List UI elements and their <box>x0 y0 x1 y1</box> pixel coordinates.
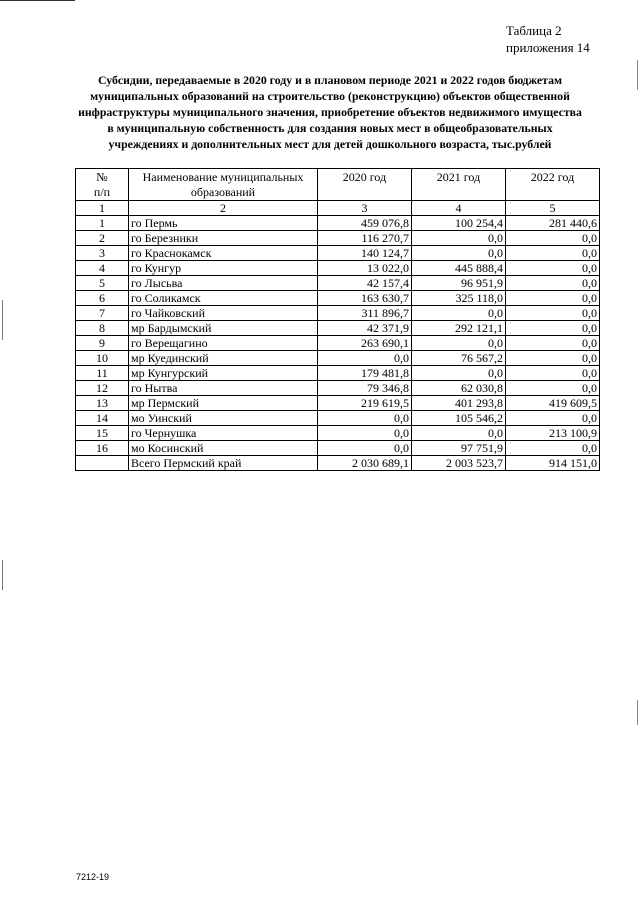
value-2020: 116 270,7 <box>318 231 412 246</box>
value-2020: 263 690,1 <box>318 336 412 351</box>
table-row <box>76 216 600 231</box>
table-row <box>76 336 600 351</box>
table-row <box>76 366 600 381</box>
row-number: 16 <box>76 441 129 456</box>
value-2022: 0,0 <box>506 381 600 396</box>
value-2020: 219 619,5 <box>318 396 412 411</box>
value-2021: 97 751,9 <box>412 441 506 456</box>
row-number: 13 <box>76 396 129 411</box>
value-2020: 179 481,8 <box>318 366 412 381</box>
value-2020: 311 896,7 <box>318 306 412 321</box>
table-row <box>76 396 600 411</box>
value-2021: 0,0 <box>412 426 506 441</box>
value-2021: 0,0 <box>412 231 506 246</box>
header-year-2021: 2021 год <box>412 169 506 201</box>
row-number: 3 <box>76 246 129 261</box>
header-year-2022: 2022 год <box>506 169 600 201</box>
municipality-name: го Кунгур <box>129 261 318 276</box>
value-2020: 0,0 <box>318 351 412 366</box>
table-header-row <box>76 169 600 201</box>
value-2021: 105 546,2 <box>412 411 506 426</box>
municipality-name: го Нытва <box>129 381 318 396</box>
table-reference-line: Таблица 2 <box>506 23 562 38</box>
document-code: 7212-19 <box>76 872 110 882</box>
row-number: 6 <box>76 291 129 306</box>
value-2022: 281 440,6 <box>506 216 600 231</box>
value-2022: 0,0 <box>506 231 600 246</box>
value-2022: 0,0 <box>506 321 600 336</box>
table-row <box>76 441 600 456</box>
header-municipality <box>129 169 318 201</box>
row-number: 8 <box>76 321 129 336</box>
row-number: 5 <box>76 276 129 291</box>
value-2020: 13 022,0 <box>318 261 412 276</box>
value-2022: 0,0 <box>506 366 600 381</box>
value-2022: 419 609,5 <box>506 396 600 411</box>
scan-artifact-edge <box>2 300 3 340</box>
title-line: учреждениях и дополнительных мест для детей дошкольного возраста, тыс.рублей <box>108 137 552 151</box>
header-year-2020: 2020 год <box>318 169 412 201</box>
header-number <box>76 169 129 201</box>
table-row <box>76 231 600 246</box>
column-numbers-row <box>76 201 600 216</box>
table-row <box>76 276 600 291</box>
row-number: 1 <box>76 216 129 231</box>
value-2021: 292 121,1 <box>412 321 506 336</box>
column-number: 4 <box>412 201 506 216</box>
total-label: Всего Пермский край <box>129 456 318 471</box>
header-municipality-line1: Наименование муниципальных <box>142 170 304 184</box>
row-number: 15 <box>76 426 129 441</box>
municipality-name: мр Куединский <box>129 351 318 366</box>
value-2022: 0,0 <box>506 306 600 321</box>
row-number: 12 <box>76 381 129 396</box>
total-number <box>76 456 129 471</box>
value-2021: 325 118,0 <box>412 291 506 306</box>
municipality-name: мр Бардымский <box>129 321 318 336</box>
value-2021: 76 567,2 <box>412 351 506 366</box>
value-2021: 0,0 <box>412 246 506 261</box>
value-2022: 0,0 <box>506 276 600 291</box>
value-2021: 96 951,9 <box>412 276 506 291</box>
total-2021: 2 003 523,7 <box>412 456 506 471</box>
column-number: 1 <box>76 201 129 216</box>
table-row <box>76 426 600 441</box>
row-number: 7 <box>76 306 129 321</box>
municipality-name: го Пермь <box>129 216 318 231</box>
municipality-name: го Верещагино <box>129 336 318 351</box>
municipality-name: го Березники <box>129 231 318 246</box>
value-2020: 79 346,8 <box>318 381 412 396</box>
column-number: 3 <box>318 201 412 216</box>
value-2022: 0,0 <box>506 261 600 276</box>
value-2022: 0,0 <box>506 291 600 306</box>
municipality-name: го Соликамск <box>129 291 318 306</box>
table-row <box>76 411 600 426</box>
header-number-symbol: № <box>96 170 108 184</box>
municipality-name: го Чернушка <box>129 426 318 441</box>
municipality-name: мо Уинский <box>129 411 318 426</box>
subsidies-table <box>75 168 600 471</box>
value-2020: 459 076,8 <box>318 216 412 231</box>
value-2021: 0,0 <box>412 306 506 321</box>
scan-artifact-edge <box>637 60 638 90</box>
total-2022: 914 151,0 <box>506 456 600 471</box>
total-2020: 2 030 689,1 <box>318 456 412 471</box>
table-row <box>76 381 600 396</box>
row-number: 2 <box>76 231 129 246</box>
value-2020: 42 157,4 <box>318 276 412 291</box>
value-2020: 163 630,7 <box>318 291 412 306</box>
table-row <box>76 261 600 276</box>
scan-artifact-line <box>0 0 75 1</box>
value-2020: 140 124,7 <box>318 246 412 261</box>
table-row <box>76 306 600 321</box>
row-number: 4 <box>76 261 129 276</box>
value-2021: 0,0 <box>412 336 506 351</box>
value-2022: 0,0 <box>506 441 600 456</box>
row-number: 10 <box>76 351 129 366</box>
scan-artifact-edge <box>637 700 638 725</box>
appendix-reference-line: приложения 14 <box>506 40 590 55</box>
value-2022: 0,0 <box>506 411 600 426</box>
scan-artifact-edge <box>2 560 3 590</box>
total-row <box>76 456 600 471</box>
value-2022: 0,0 <box>506 336 600 351</box>
title-line: муниципальных образований на строительство (реконструкцию) объектов общественной <box>90 89 570 103</box>
table-row <box>76 321 600 336</box>
header-number-abbrev: п/п <box>93 185 111 199</box>
table-row <box>76 351 600 366</box>
municipality-name: мр Пермский <box>129 396 318 411</box>
value-2022: 0,0 <box>506 351 600 366</box>
municipality-name: го Краснокамск <box>129 246 318 261</box>
table-reference <box>506 22 590 56</box>
value-2021: 62 030,8 <box>412 381 506 396</box>
value-2022: 0,0 <box>506 246 600 261</box>
value-2021: 0,0 <box>412 366 506 381</box>
title-line: инфраструктуры муниципального значения, приобретение объектов недвижимого имущества <box>78 105 582 119</box>
row-number: 9 <box>76 336 129 351</box>
municipality-name: мр Кунгурский <box>129 366 318 381</box>
municipality-name: го Чайковский <box>129 306 318 321</box>
municipality-name: мо Косинский <box>129 441 318 456</box>
document-title <box>70 72 590 152</box>
title-line: Субсидии, передаваемые в 2020 году и в плановом периоде 2021 и 2022 годов бюджетам <box>97 73 563 87</box>
municipality-name: го Лысьва <box>129 276 318 291</box>
row-number: 14 <box>76 411 129 426</box>
value-2021: 100 254,4 <box>412 216 506 231</box>
value-2020: 0,0 <box>318 441 412 456</box>
column-number: 2 <box>129 201 318 216</box>
column-number: 5 <box>506 201 600 216</box>
value-2021: 445 888,4 <box>412 261 506 276</box>
header-municipality-line2: образований <box>190 185 256 199</box>
table-row <box>76 246 600 261</box>
table-row <box>76 291 600 306</box>
value-2021: 401 293,8 <box>412 396 506 411</box>
title-line: в муниципальную собственность для создания новых мест в общеобразовательных <box>107 121 553 135</box>
value-2020: 0,0 <box>318 411 412 426</box>
value-2020: 0,0 <box>318 426 412 441</box>
value-2022: 213 100,9 <box>506 426 600 441</box>
row-number: 11 <box>76 366 129 381</box>
value-2020: 42 371,9 <box>318 321 412 336</box>
